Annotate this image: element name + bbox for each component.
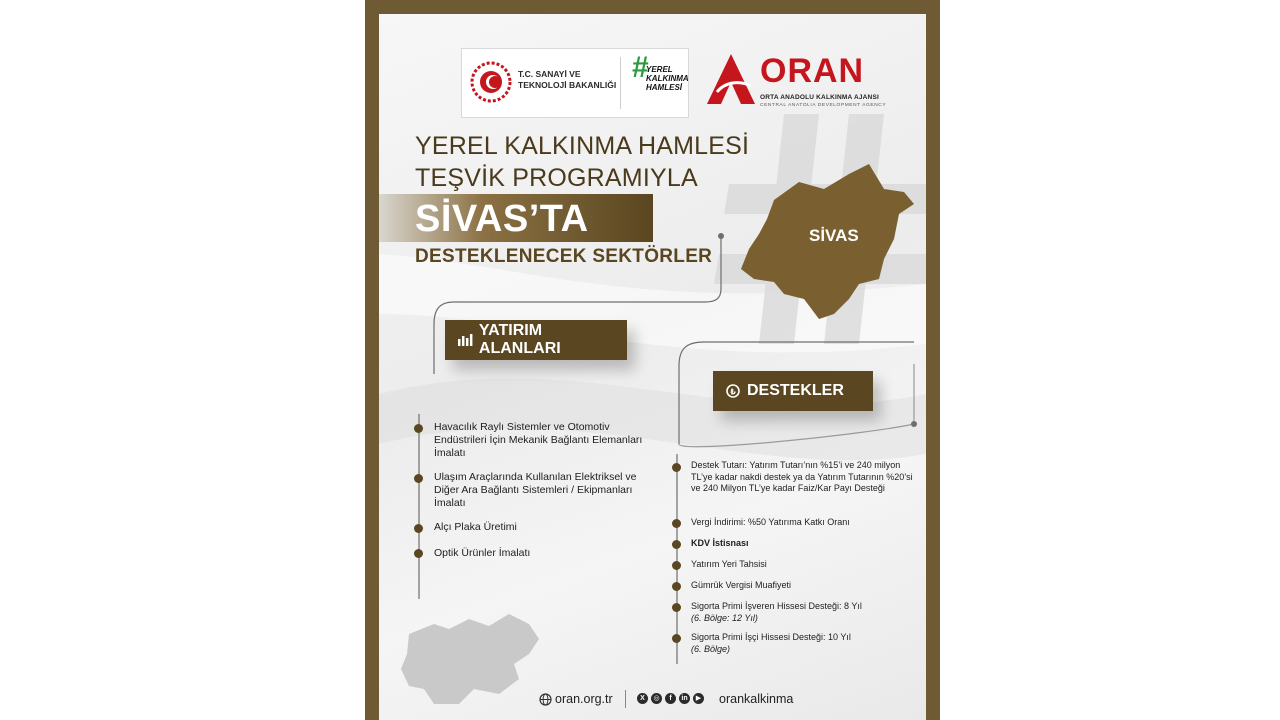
yatirim-item: Alçı Plaka Üretimi bbox=[434, 521, 517, 533]
list-bullet bbox=[414, 424, 423, 433]
instagram-icon[interactable]: ◎ bbox=[651, 693, 662, 704]
list-bullet bbox=[672, 634, 681, 643]
heading-line-1: YEREL KALKINMA HAMLESİ bbox=[415, 132, 750, 160]
social-handle[interactable]: orankalkinma bbox=[719, 692, 794, 706]
list-bullet bbox=[672, 603, 681, 612]
destek-item: Sigorta Primi İşçi Hissesi Desteği: 10 Yıl bbox=[691, 632, 851, 642]
destek-item: Vergi İndirimi: %50 Yatırıma Katkı Oranı bbox=[691, 517, 850, 527]
ministry-logo-box bbox=[461, 48, 689, 118]
x-icon[interactable]: X bbox=[637, 693, 648, 704]
list-bullet bbox=[414, 474, 423, 483]
list-bullet bbox=[414, 549, 423, 558]
poster-frame bbox=[365, 0, 940, 720]
list-bullet bbox=[672, 463, 681, 472]
destek-item: Yatırım Yeri Tahsisi bbox=[691, 559, 767, 569]
heading-line-2: TEŞVİK PROGRAMIYLA bbox=[415, 164, 698, 192]
footer-divider bbox=[625, 690, 626, 708]
heading-line-4: DESTEKLENECEK SEKTÖRLER bbox=[415, 246, 713, 267]
logo-divider bbox=[620, 57, 621, 109]
list-bullet bbox=[672, 561, 681, 570]
website-link[interactable]: oran.org.tr bbox=[555, 692, 613, 706]
oran-subtitle: ORTA ANADOLU KALKINMA AJANSI bbox=[760, 94, 879, 101]
yerel-hash-icon: # bbox=[632, 51, 649, 84]
destek-item: KDV İstisnası bbox=[691, 538, 749, 548]
destekler-header bbox=[713, 371, 873, 411]
oran-logo-icon bbox=[705, 52, 757, 106]
linkedin-icon[interactable]: in bbox=[679, 693, 690, 704]
poster-card bbox=[379, 14, 926, 720]
destek-item: Gümrük Vergisi Muafiyeti bbox=[691, 580, 792, 590]
youtube-icon[interactable]: ▶ bbox=[693, 693, 704, 704]
yatirim-item: Ulaşım Araçlarında Kullanılan Elektriksel ve Diğer Ara Bağlantı Sistemleri / Ekipmanları İmalatı bbox=[434, 471, 637, 509]
list-bullet bbox=[414, 524, 423, 533]
destek-note: (6. Bölge: 12 Yıl) bbox=[691, 613, 758, 623]
facebook-icon[interactable]: f bbox=[665, 693, 676, 704]
yatirim-alanlari-header bbox=[445, 320, 627, 360]
bar-chart-icon bbox=[457, 333, 473, 347]
region-map-grey bbox=[401, 614, 539, 704]
list-bullet bbox=[672, 582, 681, 591]
destek-item: Sigorta Primi İşveren Hissesi Desteği: 8 Yıl bbox=[691, 601, 862, 611]
yatirim-item: Optik Ürünler İmalatı bbox=[434, 547, 531, 559]
city-title: SİVAS’TA bbox=[415, 198, 589, 240]
svg-text:₺: ₺ bbox=[730, 387, 736, 397]
list-bullet bbox=[672, 519, 681, 528]
yerel-kalkinma-logo-text: YEREL KALKINMA HAMLESİ bbox=[646, 65, 689, 92]
destekler-title: DESTEKLER bbox=[747, 382, 844, 399]
money-icon bbox=[725, 384, 741, 398]
yatirim-item: Havacılık Raylı Sistemler ve Otomotiv Endüstrileri İçin Mekanik Bağlantı Elemanları İmalatı bbox=[434, 421, 643, 459]
oran-logo-text: ORAN bbox=[760, 52, 865, 90]
globe-icon bbox=[539, 693, 552, 706]
map-label: SİVAS bbox=[809, 226, 859, 245]
destek-note: (6. Bölge) bbox=[691, 644, 731, 654]
destek-item: Destek Tutarı: Yatırım Tutarı’nın %15’i ve 240 milyon TL’ye kadar nakdi destek ya da Yatırım Tutarının %20’si ve 240 Milyon TL’ye kadar Faiz/Kar Payı Desteği bbox=[691, 460, 913, 493]
yatirim-alanlari-title: YATIRIM ALANLARI bbox=[478, 322, 561, 357]
ministry-emblem-icon bbox=[470, 61, 512, 103]
list-bullet bbox=[672, 540, 681, 549]
oran-subtitle-en: CENTRAL ANATOLIA DEVELOPMENT AGENCY bbox=[760, 103, 887, 108]
ministry-name: T.C. SANAYİ VE TEKNOLOJİ BAKANLIĞI bbox=[518, 69, 617, 90]
